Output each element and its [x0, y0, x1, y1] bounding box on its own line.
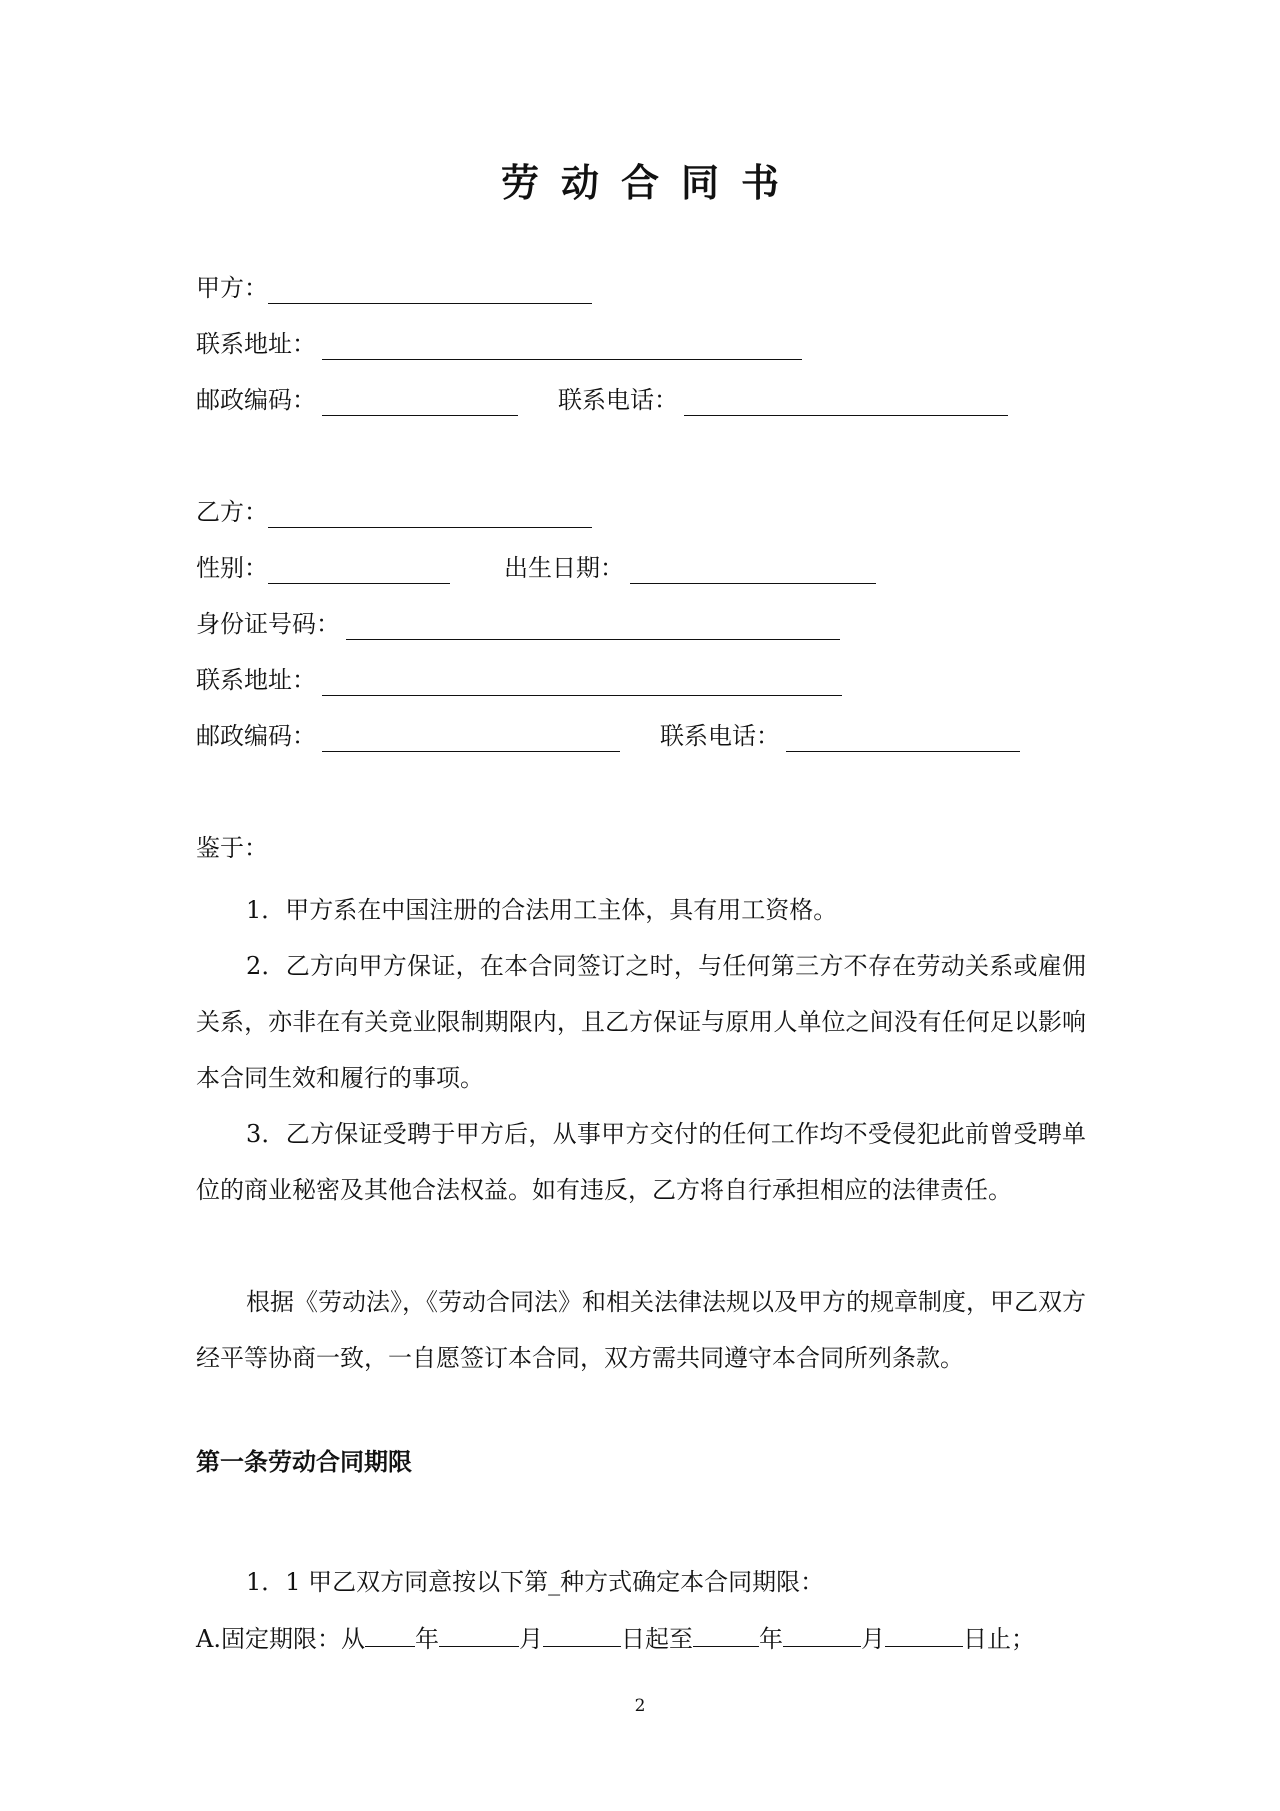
clause-a-year2: 年	[758, 1625, 783, 1653]
clause-a-year2-blank	[693, 1622, 759, 1647]
party-b-address-row	[196, 664, 842, 696]
party-b-address-blank	[322, 669, 842, 696]
party-b-postcode-label: 邮政编码：	[196, 722, 316, 750]
party-b-id-blank	[346, 613, 840, 640]
clause-a-year1-blank	[365, 1622, 415, 1647]
party-a-name-row	[196, 272, 592, 304]
clause-a-prefix: A.固定期限：从	[196, 1625, 365, 1653]
clause-a-year1: 年	[414, 1625, 439, 1653]
clause-a-day-from: 日起至	[620, 1625, 693, 1653]
party-b-contact-row	[196, 720, 1020, 752]
party-a-name-label: 甲方：	[196, 274, 268, 302]
clause-a-month2-blank	[783, 1622, 861, 1647]
party-a-phone-blank	[684, 389, 1008, 416]
clause-1-1: 1．1 甲乙双方同意按以下第_种方式确定本合同期限：	[246, 1568, 825, 1596]
party-a-contact-row	[196, 384, 1008, 416]
party-b-phone-label: 联系电话：	[660, 722, 780, 750]
clause-a-month1: 月	[518, 1625, 543, 1653]
whereas-item-3: 3．乙方保证受聘于甲方后，从事甲方交付的任何工作均不受侵犯此前曾受聘单位的商业秘密及其他合法权益。如有违反，乙方将自行承担相应的法律责任。	[196, 1120, 1086, 1204]
party-b-gender-label: 性别：	[196, 554, 268, 582]
party-a-postcode-label: 邮政编码：	[196, 386, 316, 414]
whereas-label: 鉴于：	[196, 834, 268, 862]
party-b-id-row	[196, 608, 840, 640]
basis-paragraph: 根据《劳动法》，《劳动合同法》和相关法律法规以及甲方的规章制度，甲乙双方经平等协商一致，一自愿签订本合同，双方需共同遵守本合同所列条款。	[196, 1288, 1086, 1372]
party-b-gender-row	[196, 552, 876, 584]
clause-a-day2-blank	[885, 1622, 963, 1647]
party-b-address-label: 联系地址：	[196, 666, 316, 694]
party-a-address-label: 联系地址：	[196, 330, 316, 358]
party-a-phone-label: 联系电话：	[558, 386, 678, 414]
page-number: 2	[634, 1696, 646, 1716]
party-b-birthdate-blank	[630, 557, 876, 584]
document-title: 劳动合同书	[500, 161, 801, 205]
party-b-phone-blank	[786, 725, 1020, 752]
whereas-item-2: 2．乙方向甲方保证，在本合同签订之时，与任何第三方不存在劳动关系或雇佣关系，亦非在有关竞业限制期限内，且乙方保证与原用人单位之间没有任何足以影响本合同生效和履行的事项。	[196, 952, 1086, 1092]
party-b-id-label: 身份证号码：	[196, 610, 340, 638]
clause-a-row	[196, 1622, 1035, 1655]
clause-a-day-to: 日止；	[962, 1625, 1035, 1653]
party-b-postcode-blank	[322, 725, 620, 752]
party-a-address-row	[196, 328, 802, 360]
party-b-name-blank	[268, 501, 592, 528]
clause-a-month1-blank	[439, 1622, 519, 1647]
party-a-postcode-blank	[322, 389, 518, 416]
whereas-item-1: 1．甲方系在中国注册的合法用工主体，具有用工资格。	[246, 896, 838, 924]
party-a-name-blank	[268, 277, 592, 304]
party-b-birthdate-label: 出生日期：	[504, 554, 624, 582]
party-a-address-blank	[322, 333, 802, 360]
article-1-heading: 第一条劳动合同期限	[196, 1448, 412, 1476]
clause-a-day1-blank	[543, 1622, 621, 1647]
party-b-name-label: 乙方：	[196, 498, 268, 526]
party-b-name-row	[196, 496, 592, 528]
clause-a-month2: 月	[860, 1625, 885, 1653]
party-b-gender-blank	[268, 557, 450, 584]
